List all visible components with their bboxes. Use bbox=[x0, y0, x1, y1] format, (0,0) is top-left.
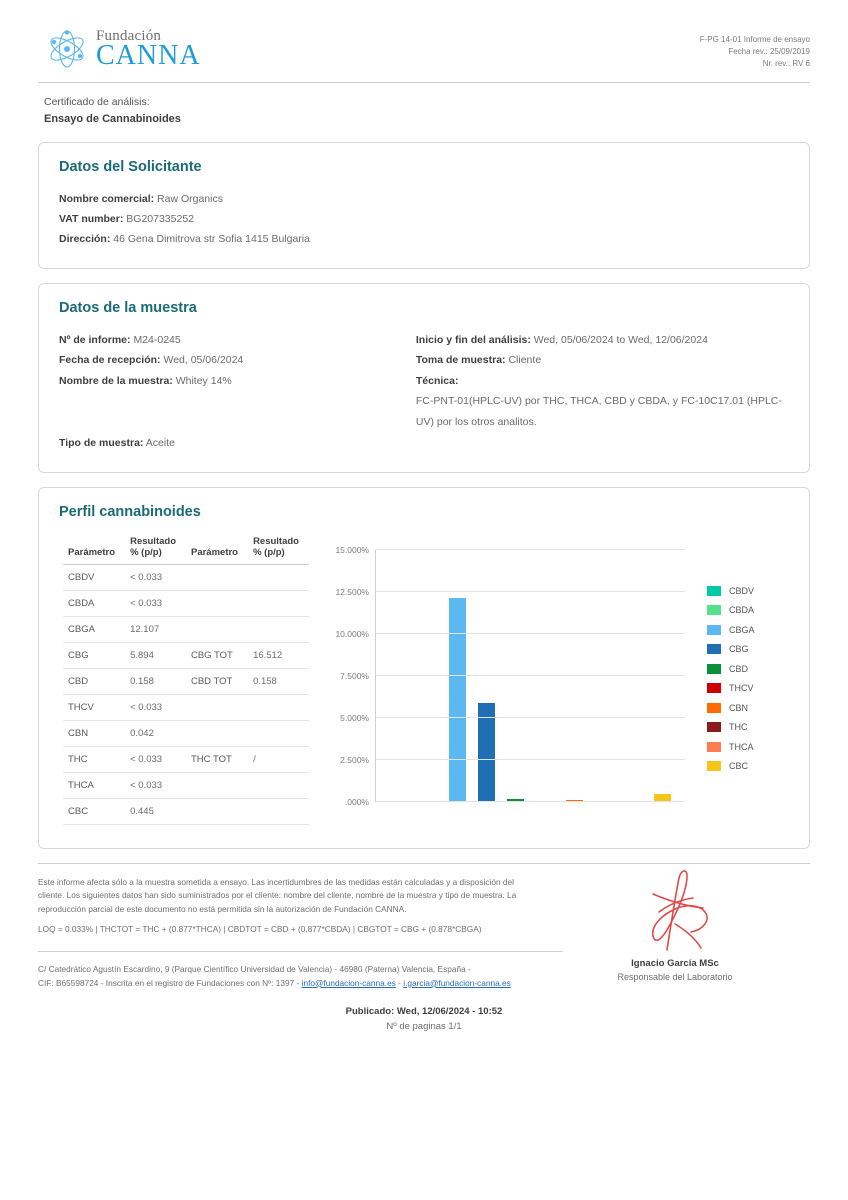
legend-swatch bbox=[707, 605, 721, 615]
published-date: Publicado: Wed, 12/06/2024 - 10:52 bbox=[345, 1005, 503, 1017]
cell-result: 5.894 bbox=[125, 642, 186, 668]
footer-email-garcia[interactable]: i.garcia@fundacion-canna.es bbox=[403, 977, 511, 988]
atom-icon bbox=[46, 28, 88, 70]
col-param-2: Parámetro bbox=[186, 534, 248, 565]
chart-y-tick-label: 10.000% bbox=[335, 628, 369, 639]
chart-bar-slot bbox=[589, 550, 618, 802]
chart-y-tick-label: 15.000% bbox=[335, 544, 369, 555]
muestra-recepcion-row bbox=[59, 350, 390, 370]
cell-result bbox=[248, 616, 309, 642]
legend-label: CBDV bbox=[729, 585, 755, 596]
legend-item bbox=[707, 683, 789, 693]
legend-label: THCV bbox=[729, 683, 754, 694]
muestra-panel bbox=[38, 283, 810, 473]
cell-result: 0.158 bbox=[125, 668, 186, 694]
legend-swatch bbox=[707, 586, 721, 596]
report-header bbox=[38, 28, 810, 80]
legend-label: CBG bbox=[729, 644, 749, 655]
cell-result: < 0.033 bbox=[125, 694, 186, 720]
footer-disclaimer-block bbox=[38, 876, 517, 937]
cell-result: / bbox=[248, 746, 309, 772]
cell-parameter bbox=[186, 772, 248, 798]
chart-gridline bbox=[335, 628, 685, 639]
col-param-1: Parámetro bbox=[63, 534, 125, 565]
cell-result: 0.042 bbox=[125, 720, 186, 746]
footer-address-line1: C/ Catedrático Agustín Escardino, 9 (Parque Científico Universidad de Valencia) - 46980 (Paterna) Valencia, España - bbox=[38, 963, 471, 974]
col-result-1 bbox=[125, 534, 186, 565]
muestra-toma-value: Cliente bbox=[508, 354, 542, 367]
cell-parameter: CBD bbox=[63, 668, 125, 694]
signer-role: Responsable del Laboratorio bbox=[617, 971, 733, 982]
muestra-toma-row bbox=[416, 350, 789, 370]
cell-parameter bbox=[186, 616, 248, 642]
cell-parameter: THC bbox=[63, 746, 125, 772]
cell-result bbox=[248, 590, 309, 616]
cell-parameter bbox=[186, 798, 248, 824]
solicitante-direccion-value: 46 Gena Dimitrova str Sofia 1415 Bulgaria bbox=[113, 233, 310, 246]
footer-loq: LOQ = 0.033% | THCTOT = THC + (0.877*THCA) | CBDTOT = CBD + (0.877*CBDA) | CBGTOT = CBG + (0.878*CBGA) bbox=[38, 923, 482, 934]
cannabinoid-chart bbox=[319, 534, 789, 830]
footer-address-block bbox=[38, 951, 563, 990]
certificate-label: Certificado de análisis: bbox=[44, 96, 150, 108]
col-result-2-line1: Resultado bbox=[253, 535, 299, 547]
legend-label: CBDA bbox=[729, 605, 755, 616]
legend-label: CBD bbox=[729, 663, 749, 674]
logo-canna-text: CANNA bbox=[96, 39, 201, 71]
solicitante-panel bbox=[38, 142, 810, 269]
chart-gridline bbox=[340, 670, 685, 681]
cell-result: 12.107 bbox=[125, 616, 186, 642]
legend-item bbox=[707, 761, 789, 771]
cell-result: < 0.033 bbox=[125, 746, 186, 772]
solicitante-vat-row bbox=[59, 209, 789, 229]
muestra-informe-value: M24-0245 bbox=[133, 333, 181, 346]
doc-rev-date: Fecha rev.: 25/09/2019 bbox=[728, 47, 810, 56]
cell-parameter: CBG TOT bbox=[186, 642, 248, 668]
col-result-1-line2: % (p/p) bbox=[130, 546, 162, 558]
solicitante-nombre-value: Raw Organics bbox=[157, 192, 223, 205]
footer-address-line2: CIF: B65598724 - Inscrita en el registro de Fundaciones con Nº: 1397 - bbox=[38, 977, 302, 988]
table-row bbox=[63, 590, 309, 616]
legend-swatch bbox=[707, 683, 721, 693]
chart-y-tick-label: 5.000% bbox=[340, 712, 369, 723]
chart-plot-area bbox=[319, 540, 693, 830]
logo-fundacion-text: Fundación bbox=[96, 27, 162, 44]
chart-bars bbox=[376, 550, 685, 802]
legend-item bbox=[707, 644, 789, 654]
legend-swatch bbox=[707, 761, 721, 771]
doc-rev-nr: Nr. rev.: RV 6 bbox=[762, 59, 810, 68]
signature-block bbox=[570, 864, 780, 982]
cell-result bbox=[248, 772, 309, 798]
results-header-row bbox=[63, 534, 309, 565]
cell-result: < 0.033 bbox=[125, 590, 186, 616]
table-row bbox=[63, 668, 309, 694]
perfil-cannabinoides-panel bbox=[38, 487, 810, 849]
table-row bbox=[63, 720, 309, 746]
report-footer bbox=[38, 863, 810, 1032]
chart-y-tick-label: .000% bbox=[344, 796, 369, 807]
chart-bar-slot bbox=[443, 550, 472, 802]
muestra-tecnica-value: FC-PNT-01(HPLC-UV) por THC, THCA, CBD y CBDA, y FC-10C17.01 (HPLC-UV) por los otros analitos. bbox=[415, 395, 782, 428]
muestra-tecnica-row bbox=[416, 371, 789, 391]
cell-result: 0.445 bbox=[125, 798, 186, 824]
legend-item bbox=[707, 586, 789, 596]
legend-swatch bbox=[707, 664, 721, 674]
muestra-recepcion-label: Fecha de recepción: bbox=[59, 354, 161, 367]
legend-item bbox=[707, 605, 789, 615]
muestra-tecnica-label: Técnica: bbox=[415, 374, 459, 387]
legend-label: CBC bbox=[729, 761, 749, 772]
solicitante-vat-value: BG207335252 bbox=[126, 212, 195, 225]
col-result-2-line2: % (p/p) bbox=[253, 546, 285, 558]
table-row bbox=[63, 746, 309, 772]
solicitante-nombre-row bbox=[59, 189, 789, 209]
cell-parameter bbox=[186, 694, 248, 720]
chart-y-tick-label: 7.500% bbox=[340, 670, 369, 681]
chart-y-tick-label: 12.500% bbox=[335, 586, 369, 597]
cell-result: < 0.033 bbox=[125, 772, 186, 798]
legend-swatch bbox=[707, 625, 721, 635]
solicitante-title: Datos del Solicitante bbox=[59, 158, 202, 175]
cell-parameter: THCV bbox=[63, 694, 125, 720]
legend-label: CBN bbox=[729, 702, 749, 713]
legend-swatch bbox=[707, 742, 721, 752]
legend-item bbox=[707, 722, 789, 732]
cell-result: 16.512 bbox=[248, 642, 309, 668]
footer-address-sep: - bbox=[395, 977, 404, 988]
perfil-title: Perfil cannabinoides bbox=[59, 503, 201, 520]
fundacion-canna-logo bbox=[38, 28, 201, 70]
muestra-nombre-value: Whitey 14% bbox=[175, 374, 232, 387]
chart-bar bbox=[449, 598, 466, 801]
muestra-tipo-label: Tipo de muestra: bbox=[59, 437, 144, 450]
results-table-wrap bbox=[59, 534, 309, 830]
legend-item bbox=[707, 703, 789, 713]
cell-parameter: CBC bbox=[63, 798, 125, 824]
chart-gridline bbox=[340, 754, 685, 765]
table-row bbox=[63, 694, 309, 720]
chart-gridline bbox=[344, 796, 685, 807]
legend-item bbox=[707, 625, 789, 635]
legend-label: CBGA bbox=[729, 624, 755, 635]
cell-result: < 0.033 bbox=[125, 564, 186, 590]
doc-code: F-PG 14-01 Informe de ensayo bbox=[699, 35, 810, 44]
muestra-inicio-row bbox=[416, 330, 789, 350]
cell-parameter bbox=[186, 590, 248, 616]
chart-bar-slot bbox=[530, 550, 559, 802]
footer-email-info[interactable]: info@fundacion-canna.es bbox=[301, 977, 396, 988]
legend-label: THCA bbox=[729, 741, 754, 752]
cell-parameter: CBD TOT bbox=[186, 668, 248, 694]
chart-bar-slot bbox=[413, 550, 442, 802]
chart-bar-slot bbox=[501, 550, 530, 802]
legend-swatch bbox=[707, 703, 721, 713]
cell-parameter bbox=[186, 720, 248, 746]
cell-result: 0.158 bbox=[248, 668, 309, 694]
cell-parameter: CBDA bbox=[63, 590, 125, 616]
muestra-inicio-value: Wed, 05/06/2024 to Wed, 12/06/2024 bbox=[533, 333, 708, 346]
cell-result bbox=[248, 694, 309, 720]
chart-legend bbox=[693, 540, 789, 830]
chart-gridline bbox=[335, 544, 685, 555]
chart-bar-slot bbox=[560, 550, 589, 802]
chart-plot bbox=[335, 544, 685, 807]
certificate-subtitle: Ensayo de Cannabinoides bbox=[44, 112, 181, 125]
muestra-tipo-value: Aceite bbox=[145, 437, 175, 450]
cell-parameter: THCA bbox=[63, 772, 125, 798]
chart-gridline bbox=[335, 586, 685, 597]
solicitante-direccion-label: Dirección: bbox=[59, 233, 111, 246]
muestra-tipo-row bbox=[59, 433, 390, 453]
solicitante-direccion-row bbox=[59, 229, 789, 249]
certificate-title bbox=[38, 95, 810, 128]
document-meta bbox=[700, 28, 810, 70]
chart-bar-slot bbox=[384, 550, 413, 802]
muestra-toma-label: Toma de muestra: bbox=[415, 354, 506, 367]
page-count: Nº de paginas 1/1 bbox=[386, 1020, 462, 1032]
legend-item bbox=[707, 742, 789, 752]
cell-result bbox=[248, 564, 309, 590]
cell-parameter: CBN bbox=[63, 720, 125, 746]
legend-swatch bbox=[707, 644, 721, 654]
table-row bbox=[63, 642, 309, 668]
cell-result bbox=[248, 720, 309, 746]
muestra-nombre-row bbox=[59, 371, 390, 391]
muestra-informe-row bbox=[59, 330, 390, 350]
legend-swatch bbox=[707, 722, 721, 732]
cell-parameter: CBG bbox=[63, 642, 125, 668]
chart-bar-slot bbox=[618, 550, 647, 802]
muestra-inicio-label: Inicio y fin del análisis: bbox=[415, 333, 531, 346]
cell-parameter bbox=[186, 564, 248, 590]
chart-bar-slot bbox=[472, 550, 501, 802]
cell-result bbox=[248, 798, 309, 824]
muestra-title: Datos de la muestra bbox=[59, 299, 197, 316]
chart-gridline bbox=[340, 712, 685, 723]
cell-parameter: CBGA bbox=[63, 616, 125, 642]
solicitante-vat-label: VAT number: bbox=[59, 212, 124, 225]
table-row bbox=[63, 772, 309, 798]
results-table bbox=[63, 534, 309, 825]
legend-item bbox=[707, 664, 789, 674]
table-row bbox=[63, 616, 309, 642]
signer-name: Ignacio García MSc bbox=[631, 957, 719, 969]
solicitante-nombre-label: Nombre comercial: bbox=[59, 192, 155, 205]
table-row bbox=[63, 798, 309, 824]
cell-parameter: THC TOT bbox=[186, 746, 248, 772]
col-result-1-line1: Resultado bbox=[130, 535, 177, 547]
chart-y-tick-label: 2.500% bbox=[340, 754, 369, 765]
muestra-recepcion-value: Wed, 05/06/2024 bbox=[163, 354, 244, 367]
chart-bar-slot bbox=[648, 550, 677, 802]
muestra-nombre-label: Nombre de la muestra: bbox=[59, 374, 173, 387]
legend-label: THC bbox=[729, 722, 748, 733]
header-divider bbox=[38, 82, 810, 83]
signature-icon bbox=[570, 864, 780, 956]
muestra-informe-label: Nº de informe: bbox=[59, 333, 131, 346]
cell-parameter: CBDV bbox=[63, 564, 125, 590]
footer-disclaimer: Este informe afecta sólo a la muestra sometida a ensayo. Las incertidumbres de las medidas están calculadas y a disposición del cliente. Los siguientes datos han sido suministrados por el cliente: nombre del cliente, nombre de la muestra y tipo de muestra. La reproducción parcial de este documento no está permitida sin la autorización de Fundación CANNA. bbox=[38, 876, 517, 915]
col-result-2 bbox=[248, 534, 309, 565]
table-row bbox=[63, 564, 309, 590]
